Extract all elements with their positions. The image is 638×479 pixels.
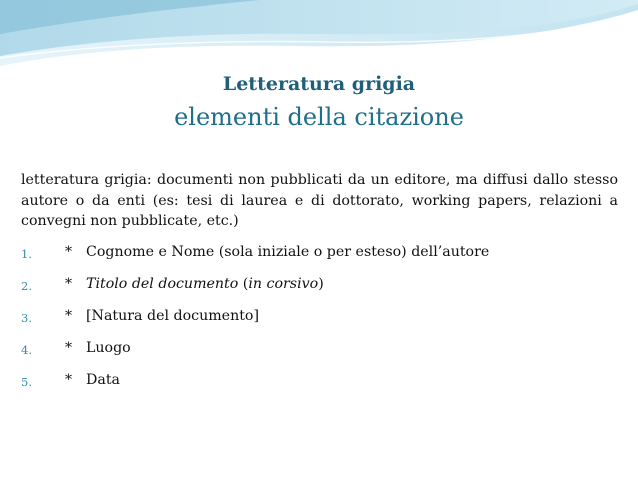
- list-text: [86, 276, 324, 292]
- list-text-italic: in corsivo: [248, 276, 319, 292]
- list-star: *: [65, 244, 73, 260]
- slide-subtitle: elementi della citazione: [174, 103, 464, 131]
- list-item: [21, 244, 618, 276]
- slide-title-block: [0, 72, 638, 132]
- list-text-plain: ): [318, 276, 324, 292]
- list-star: *: [65, 372, 73, 388]
- list-star: *: [65, 308, 73, 324]
- list-number: 1.: [21, 247, 32, 261]
- list-item: [21, 308, 618, 340]
- list-text-plain: (: [238, 276, 249, 292]
- list-item: [21, 372, 618, 404]
- list-item: [21, 340, 618, 372]
- list-number: 4.: [21, 343, 32, 357]
- intro-paragraph: letteratura grigia: documenti non pubblicati da un editore, ma diffusi dallo stesso autore o da enti (es: tesi di laurea e di dottorato, working papers, relazioni a convegni non pubblicate, etc.): [21, 172, 618, 229]
- list-number: 2.: [21, 279, 32, 293]
- list-number: 5.: [21, 375, 32, 389]
- list-text-italic: Titolo del documento: [86, 276, 239, 292]
- citation-elements-list: [21, 244, 618, 404]
- list-text: [Natura del documento]: [86, 308, 259, 324]
- list-number: 3.: [21, 311, 32, 325]
- list-star: *: [65, 276, 73, 292]
- slide-title: Letteratura grigia: [222, 73, 416, 95]
- list-text: Luogo: [86, 340, 131, 356]
- list-item: [21, 276, 618, 308]
- header-wave-decoration: [0, 0, 638, 70]
- list-text: Data: [86, 372, 120, 388]
- list-text: Cognome e Nome (sola iniziale o per esteso) dell’autore: [86, 244, 490, 260]
- list-star: *: [65, 340, 73, 356]
